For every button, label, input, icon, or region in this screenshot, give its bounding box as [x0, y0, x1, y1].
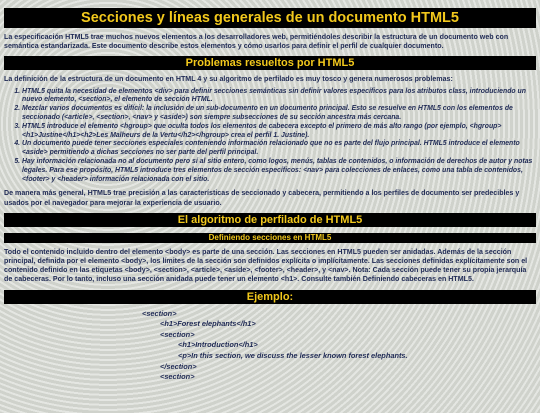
- problems-list: [4, 88, 536, 185]
- code-line: <section>: [160, 329, 195, 339]
- code-line: <section>: [160, 372, 195, 382]
- example-heading: Ejemplo:: [4, 290, 536, 304]
- algorithm-heading: El algoritmo de perfilado de HTML5: [4, 213, 536, 227]
- list-item: 2. Mezclar varios documentos es difícil: la inclusión de un sub-documento en un documento principal. Esto se resuelve en HTML5 con los elementos de seccionado (<article>, <section>, <nav> y <aside>) son siempre subsecciones de su sección ancestra más cercana.: [22, 105, 536, 123]
- problems-closing: De manera más general, HTML5 trae precisión a las características de seccionado y cabecera, permitiendo a los perfiles de documento ser predecibles y usados por el navegador para mejorar la experiencia de usuario.: [4, 189, 520, 207]
- page: [0, 8, 540, 413]
- list-item: 3. HTML5 introduce el elemento <hgroup> que oculta todos los elementos de cabecera excepto el primero de más alto rango (por ejemplo, <hgroup> <h1>Justine</h1><h2>Les Malheurs de la Vertu</h2></hgroup> crea el perfil 1. Justine).: [22, 123, 536, 141]
- list-item: 1. HTML5 quita la necesidad de elementos <div> para definir secciones semánticas sin definir valores específicos para los atributos class, introduciendo un nuevo elemento, <section>, el elemento de sección HTML.: [22, 88, 536, 106]
- list-item: 4. Un documento puede tener secciones especiales conteniendo información relacionado que no es parte del flujo principal. HTML5 introduce el elemento <aside> permitiendo a dichas secciones no ser parte del perfil principal.: [22, 140, 536, 158]
- problems-lead: La definición de la estructura de un documento en HTML 4 y su algoritmo de perfilado es muy tosco y genera numerosos problemas:: [4, 75, 453, 84]
- code-line: <h1>Forest elephants</h1>: [160, 319, 256, 329]
- code-line: <section>: [142, 308, 177, 318]
- page-title: Secciones y líneas generales de un documento HTML5: [4, 8, 536, 28]
- list-item: 5. Hay información relacionada no al documento pero sí al sitio entero, como logos, menús, tablas de contenidos, o información de derechos de autor y notas legales. Para ese propósito, HTML5 introduce tres elementos de sección específicos: <nav> para colecciones de enlaces, como una tabla de contenidos, <footer> y <header> información relacionada con el sitio.: [22, 158, 536, 184]
- intro-paragraph: La especificación HTML5 trae muchos nuevos elementos a los desarrolladores web, permitiéndoles describir la estructura de un documento web con semántica estandarizada. Este documento describe estos elementos y cómo usarlos para definir el perfil de cualquier documento.: [4, 33, 509, 51]
- algorithm-subheading: Definiendo secciones en HTML5: [4, 233, 536, 243]
- code-line: </section>: [160, 361, 197, 371]
- problems-heading: Problemas resueltos por HTML5: [4, 56, 536, 70]
- code-line: <p>In this section, we discuss the lesser known forest elephants.: [178, 350, 408, 360]
- code-example: [4, 309, 536, 383]
- algorithm-paragraph: Todo el contenido incluido dentro del elemento <body> es parte de una sección. Las secciones en HTML5 pueden ser anidadas. Además de la sección principal, definida por el elemento <body>, los límites de la sección son definidos explícita o implícitamente. Las secciones definidas explícitamente son el contenido definido en las etiquetas <body>, <section>, <article>, <aside>, <footer>, <header>, y <nav>. Nota: Cada sección puede tener su propia jerarquía de cabeceras. Por lo tanto, incluso una sección anidada puede tener un elemento <h1>. Consulte también Definiendo cabeceras en HTML5.: [4, 247, 528, 284]
- code-line: <h1>Introduction</h1>: [178, 340, 258, 350]
